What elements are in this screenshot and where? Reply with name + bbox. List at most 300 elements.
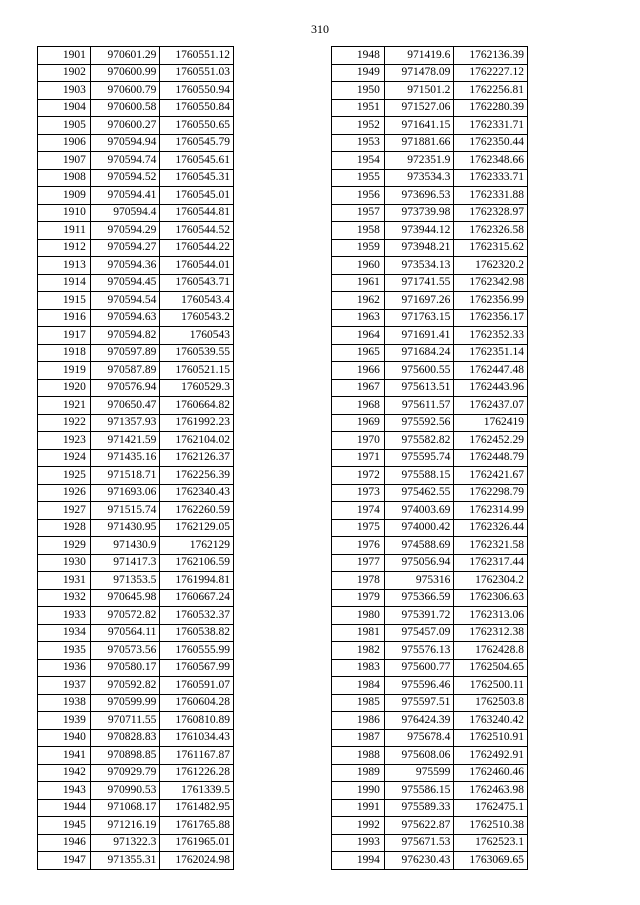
point-number-cell: 1992 bbox=[332, 817, 385, 835]
x-coordinate-cell: 970594.94 bbox=[90, 134, 159, 152]
point-number-cell: 1973 bbox=[332, 484, 385, 502]
point-number-cell: 1908 bbox=[38, 169, 91, 187]
table-row bbox=[38, 502, 234, 520]
table-row bbox=[332, 834, 528, 852]
x-coordinate-cell: 971435.16 bbox=[90, 449, 159, 467]
x-coordinate-cell: 975622.87 bbox=[384, 817, 453, 835]
point-number-cell: 1909 bbox=[38, 187, 91, 205]
x-coordinate-cell: 970594.36 bbox=[90, 257, 159, 275]
table-row bbox=[332, 817, 528, 835]
y-coordinate-cell: 1762328.97 bbox=[454, 204, 528, 222]
point-number-cell: 1926 bbox=[38, 484, 91, 502]
point-number-cell: 1943 bbox=[38, 782, 91, 800]
table-row bbox=[332, 99, 528, 117]
table-row bbox=[38, 519, 234, 537]
x-coordinate-cell: 971417.3 bbox=[90, 554, 159, 572]
point-number-cell: 1906 bbox=[38, 134, 91, 152]
y-coordinate-cell: 1762428.8 bbox=[454, 642, 528, 660]
table-row bbox=[332, 694, 528, 712]
point-number-cell: 1989 bbox=[332, 764, 385, 782]
table-row bbox=[332, 47, 528, 65]
point-number-cell: 1974 bbox=[332, 502, 385, 520]
point-number-cell: 1910 bbox=[38, 204, 91, 222]
y-coordinate-cell: 1762523.1 bbox=[454, 834, 528, 852]
x-coordinate-cell: 971881.66 bbox=[384, 134, 453, 152]
y-coordinate-cell: 1762331.71 bbox=[454, 117, 528, 135]
table-row bbox=[38, 239, 234, 257]
point-number-cell: 1955 bbox=[332, 169, 385, 187]
x-coordinate-cell: 970594.63 bbox=[90, 309, 159, 327]
x-coordinate-cell: 971430.9 bbox=[90, 537, 159, 555]
table-row bbox=[38, 712, 234, 730]
y-coordinate-cell: 1762326.44 bbox=[454, 519, 528, 537]
point-number-cell: 1921 bbox=[38, 397, 91, 415]
x-coordinate-cell: 975457.09 bbox=[384, 624, 453, 642]
x-coordinate-cell: 973944.12 bbox=[384, 222, 453, 240]
table-row bbox=[332, 344, 528, 362]
table-row bbox=[332, 537, 528, 555]
x-coordinate-cell: 971501.2 bbox=[384, 82, 453, 100]
point-number-cell: 1907 bbox=[38, 152, 91, 170]
point-number-cell: 1944 bbox=[38, 799, 91, 817]
y-coordinate-cell: 1760545.61 bbox=[160, 152, 234, 170]
point-number-cell: 1901 bbox=[38, 47, 91, 65]
point-number-cell: 1963 bbox=[332, 309, 385, 327]
table-row bbox=[332, 677, 528, 695]
x-coordinate-cell: 971691.41 bbox=[384, 327, 453, 345]
y-coordinate-cell: 1760550.94 bbox=[160, 82, 234, 100]
point-number-cell: 1950 bbox=[332, 82, 385, 100]
point-number-cell: 1969 bbox=[332, 414, 385, 432]
y-coordinate-cell: 1761034.43 bbox=[160, 729, 234, 747]
table-row bbox=[38, 467, 234, 485]
point-number-cell: 1966 bbox=[332, 362, 385, 380]
table-row bbox=[332, 222, 528, 240]
point-number-cell: 1903 bbox=[38, 82, 91, 100]
y-coordinate-cell: 1762447.48 bbox=[454, 362, 528, 380]
point-number-cell: 1980 bbox=[332, 607, 385, 625]
y-coordinate-cell: 1762333.71 bbox=[454, 169, 528, 187]
y-coordinate-cell: 1762448.79 bbox=[454, 449, 528, 467]
x-coordinate-cell: 970594.27 bbox=[90, 239, 159, 257]
table-row bbox=[332, 239, 528, 257]
y-coordinate-cell: 1760567.99 bbox=[160, 659, 234, 677]
point-number-cell: 1905 bbox=[38, 117, 91, 135]
table-row bbox=[332, 449, 528, 467]
table-row bbox=[38, 379, 234, 397]
x-coordinate-cell: 971421.59 bbox=[90, 432, 159, 450]
table-row bbox=[38, 134, 234, 152]
point-number-cell: 1957 bbox=[332, 204, 385, 222]
x-coordinate-cell: 975391.72 bbox=[384, 607, 453, 625]
table-row bbox=[332, 397, 528, 415]
point-number-cell: 1945 bbox=[38, 817, 91, 835]
x-coordinate-cell: 975596.46 bbox=[384, 677, 453, 695]
point-number-cell: 1975 bbox=[332, 519, 385, 537]
point-number-cell: 1964 bbox=[332, 327, 385, 345]
point-number-cell: 1929 bbox=[38, 537, 91, 555]
x-coordinate-cell: 970594.41 bbox=[90, 187, 159, 205]
x-coordinate-cell: 975366.59 bbox=[384, 589, 453, 607]
table-row bbox=[332, 484, 528, 502]
point-number-cell: 1913 bbox=[38, 257, 91, 275]
x-coordinate-cell: 976424.39 bbox=[384, 712, 453, 730]
x-coordinate-cell: 970594.45 bbox=[90, 274, 159, 292]
y-coordinate-cell: 1763240.42 bbox=[454, 712, 528, 730]
point-number-cell: 1931 bbox=[38, 572, 91, 590]
table-row bbox=[332, 782, 528, 800]
x-coordinate-cell: 975671.53 bbox=[384, 834, 453, 852]
x-coordinate-cell: 972351.9 bbox=[384, 152, 453, 170]
x-coordinate-cell: 975608.06 bbox=[384, 747, 453, 765]
table-row bbox=[332, 554, 528, 572]
x-coordinate-cell: 970564.11 bbox=[90, 624, 159, 642]
table-row bbox=[38, 414, 234, 432]
x-coordinate-cell: 970898.85 bbox=[90, 747, 159, 765]
x-coordinate-cell: 971419.6 bbox=[384, 47, 453, 65]
point-number-cell: 1920 bbox=[38, 379, 91, 397]
y-coordinate-cell: 1761994.81 bbox=[160, 572, 234, 590]
table-row bbox=[38, 747, 234, 765]
y-coordinate-cell: 1762340.43 bbox=[160, 484, 234, 502]
x-coordinate-cell: 973534.3 bbox=[384, 169, 453, 187]
point-number-cell: 1978 bbox=[332, 572, 385, 590]
table-row bbox=[38, 397, 234, 415]
y-coordinate-cell: 1763069.65 bbox=[454, 852, 528, 870]
point-number-cell: 1951 bbox=[332, 99, 385, 117]
point-number-cell: 1956 bbox=[332, 187, 385, 205]
x-coordinate-cell: 970645.98 bbox=[90, 589, 159, 607]
point-number-cell: 1922 bbox=[38, 414, 91, 432]
x-coordinate-cell: 973948.21 bbox=[384, 239, 453, 257]
y-coordinate-cell: 1762024.98 bbox=[160, 852, 234, 870]
y-coordinate-cell: 1762350.44 bbox=[454, 134, 528, 152]
x-coordinate-cell: 975316 bbox=[384, 572, 453, 590]
point-number-cell: 1965 bbox=[332, 344, 385, 362]
table-row bbox=[332, 467, 528, 485]
x-coordinate-cell: 971693.06 bbox=[90, 484, 159, 502]
y-coordinate-cell: 1761167.87 bbox=[160, 747, 234, 765]
x-coordinate-cell: 973739.98 bbox=[384, 204, 453, 222]
point-number-cell: 1925 bbox=[38, 467, 91, 485]
y-coordinate-cell: 1762510.38 bbox=[454, 817, 528, 835]
x-coordinate-cell: 970600.27 bbox=[90, 117, 159, 135]
point-number-cell: 1919 bbox=[38, 362, 91, 380]
y-coordinate-cell: 1762280.39 bbox=[454, 99, 528, 117]
x-coordinate-cell: 970580.17 bbox=[90, 659, 159, 677]
table-row bbox=[332, 327, 528, 345]
point-number-cell: 1947 bbox=[38, 852, 91, 870]
table-row bbox=[38, 764, 234, 782]
point-number-cell: 1924 bbox=[38, 449, 91, 467]
x-coordinate-cell: 973534.13 bbox=[384, 257, 453, 275]
x-coordinate-cell: 975678.4 bbox=[384, 729, 453, 747]
y-coordinate-cell: 1762129.05 bbox=[160, 519, 234, 537]
x-coordinate-cell: 970587.89 bbox=[90, 362, 159, 380]
point-number-cell: 1923 bbox=[38, 432, 91, 450]
y-coordinate-cell: 1760544.52 bbox=[160, 222, 234, 240]
table-row bbox=[332, 152, 528, 170]
y-coordinate-cell: 1761226.28 bbox=[160, 764, 234, 782]
point-number-cell: 1976 bbox=[332, 537, 385, 555]
point-number-cell: 1936 bbox=[38, 659, 91, 677]
table-row bbox=[38, 432, 234, 450]
y-coordinate-cell: 1762129 bbox=[160, 537, 234, 555]
y-coordinate-cell: 1760555.99 bbox=[160, 642, 234, 660]
x-coordinate-cell: 970711.55 bbox=[90, 712, 159, 730]
x-coordinate-cell: 970594.82 bbox=[90, 327, 159, 345]
point-number-cell: 1968 bbox=[332, 397, 385, 415]
point-number-cell: 1941 bbox=[38, 747, 91, 765]
y-coordinate-cell: 1760550.84 bbox=[160, 99, 234, 117]
table-row bbox=[332, 572, 528, 590]
table-row bbox=[332, 519, 528, 537]
table-row bbox=[38, 572, 234, 590]
y-coordinate-cell: 1760543 bbox=[160, 327, 234, 345]
point-number-cell: 1952 bbox=[332, 117, 385, 135]
y-coordinate-cell: 1760551.12 bbox=[160, 47, 234, 65]
y-coordinate-cell: 1762260.59 bbox=[160, 502, 234, 520]
table-row bbox=[332, 169, 528, 187]
y-coordinate-cell: 1760545.79 bbox=[160, 134, 234, 152]
y-coordinate-cell: 1762256.39 bbox=[160, 467, 234, 485]
y-coordinate-cell: 1760545.01 bbox=[160, 187, 234, 205]
point-number-cell: 1982 bbox=[332, 642, 385, 660]
table-row bbox=[332, 712, 528, 730]
x-coordinate-cell: 970597.89 bbox=[90, 344, 159, 362]
y-coordinate-cell: 1760543.71 bbox=[160, 274, 234, 292]
x-coordinate-cell: 970990.53 bbox=[90, 782, 159, 800]
x-coordinate-cell: 971478.09 bbox=[384, 64, 453, 82]
table-row bbox=[332, 852, 528, 870]
x-coordinate-cell: 975592.56 bbox=[384, 414, 453, 432]
table-row bbox=[332, 607, 528, 625]
table-row bbox=[332, 589, 528, 607]
x-coordinate-cell: 970594.29 bbox=[90, 222, 159, 240]
x-coordinate-cell: 973696.53 bbox=[384, 187, 453, 205]
x-coordinate-cell: 974588.69 bbox=[384, 537, 453, 555]
y-coordinate-cell: 1760545.31 bbox=[160, 169, 234, 187]
y-coordinate-cell: 1760667.24 bbox=[160, 589, 234, 607]
point-number-cell: 1937 bbox=[38, 677, 91, 695]
y-coordinate-cell: 1762351.14 bbox=[454, 344, 528, 362]
y-coordinate-cell: 1762348.66 bbox=[454, 152, 528, 170]
y-coordinate-cell: 1762326.58 bbox=[454, 222, 528, 240]
x-coordinate-cell: 975595.74 bbox=[384, 449, 453, 467]
y-coordinate-cell: 1761992.23 bbox=[160, 414, 234, 432]
point-number-cell: 1984 bbox=[332, 677, 385, 695]
table-row bbox=[38, 852, 234, 870]
point-number-cell: 1932 bbox=[38, 589, 91, 607]
table-row bbox=[38, 554, 234, 572]
y-coordinate-cell: 1762320.2 bbox=[454, 257, 528, 275]
point-number-cell: 1902 bbox=[38, 64, 91, 82]
point-number-cell: 1928 bbox=[38, 519, 91, 537]
point-number-cell: 1987 bbox=[332, 729, 385, 747]
x-coordinate-cell: 975576.13 bbox=[384, 642, 453, 660]
table-row bbox=[38, 309, 234, 327]
table-row bbox=[332, 642, 528, 660]
table-row bbox=[332, 274, 528, 292]
y-coordinate-cell: 1762475.1 bbox=[454, 799, 528, 817]
x-coordinate-cell: 970594.52 bbox=[90, 169, 159, 187]
table-row bbox=[38, 362, 234, 380]
table-row bbox=[38, 799, 234, 817]
y-coordinate-cell: 1762503.8 bbox=[454, 694, 528, 712]
point-number-cell: 1934 bbox=[38, 624, 91, 642]
point-number-cell: 1930 bbox=[38, 554, 91, 572]
page-number: 310 bbox=[311, 22, 329, 36]
table-row bbox=[38, 204, 234, 222]
x-coordinate-cell: 970576.94 bbox=[90, 379, 159, 397]
table-row bbox=[332, 187, 528, 205]
y-coordinate-cell: 1760591.07 bbox=[160, 677, 234, 695]
x-coordinate-cell: 970573.56 bbox=[90, 642, 159, 660]
y-coordinate-cell: 1762315.62 bbox=[454, 239, 528, 257]
y-coordinate-cell: 1762331.88 bbox=[454, 187, 528, 205]
table-row bbox=[38, 729, 234, 747]
point-number-cell: 1967 bbox=[332, 379, 385, 397]
point-number-cell: 1918 bbox=[38, 344, 91, 362]
table-row bbox=[332, 799, 528, 817]
x-coordinate-cell: 971068.17 bbox=[90, 799, 159, 817]
table-row bbox=[38, 187, 234, 205]
y-coordinate-cell: 1762500.11 bbox=[454, 677, 528, 695]
coordinates-table-left bbox=[37, 46, 234, 870]
y-coordinate-cell: 1760529.3 bbox=[160, 379, 234, 397]
table-row bbox=[38, 537, 234, 555]
point-number-cell: 1916 bbox=[38, 309, 91, 327]
point-number-cell: 1948 bbox=[332, 47, 385, 65]
y-coordinate-cell: 1760664.82 bbox=[160, 397, 234, 415]
table-row bbox=[332, 134, 528, 152]
x-coordinate-cell: 975582.82 bbox=[384, 432, 453, 450]
y-coordinate-cell: 1762306.63 bbox=[454, 589, 528, 607]
y-coordinate-cell: 1760539.55 bbox=[160, 344, 234, 362]
y-coordinate-cell: 1762510.91 bbox=[454, 729, 528, 747]
y-coordinate-cell: 1762317.44 bbox=[454, 554, 528, 572]
y-coordinate-cell: 1760538.82 bbox=[160, 624, 234, 642]
point-number-cell: 1985 bbox=[332, 694, 385, 712]
y-coordinate-cell: 1762106.59 bbox=[160, 554, 234, 572]
table-row bbox=[38, 484, 234, 502]
point-number-cell: 1977 bbox=[332, 554, 385, 572]
x-coordinate-cell: 971355.31 bbox=[90, 852, 159, 870]
point-number-cell: 1904 bbox=[38, 99, 91, 117]
x-coordinate-cell: 970594.4 bbox=[90, 204, 159, 222]
point-number-cell: 1917 bbox=[38, 327, 91, 345]
table-row bbox=[38, 344, 234, 362]
x-coordinate-cell: 971527.06 bbox=[384, 99, 453, 117]
point-number-cell: 1981 bbox=[332, 624, 385, 642]
y-coordinate-cell: 1762104.02 bbox=[160, 432, 234, 450]
x-coordinate-cell: 975600.55 bbox=[384, 362, 453, 380]
table-row bbox=[38, 834, 234, 852]
x-coordinate-cell: 970600.79 bbox=[90, 82, 159, 100]
point-number-cell: 1935 bbox=[38, 642, 91, 660]
y-coordinate-cell: 1762352.33 bbox=[454, 327, 528, 345]
y-coordinate-cell: 1760544.01 bbox=[160, 257, 234, 275]
y-coordinate-cell: 1762126.37 bbox=[160, 449, 234, 467]
x-coordinate-cell: 971684.24 bbox=[384, 344, 453, 362]
table-row bbox=[332, 82, 528, 100]
y-coordinate-cell: 1760551.03 bbox=[160, 64, 234, 82]
y-coordinate-cell: 1762321.58 bbox=[454, 537, 528, 555]
y-coordinate-cell: 1761482.95 bbox=[160, 799, 234, 817]
y-coordinate-cell: 1762419 bbox=[454, 414, 528, 432]
table-row bbox=[332, 747, 528, 765]
y-coordinate-cell: 1762463.98 bbox=[454, 782, 528, 800]
x-coordinate-cell: 971322.3 bbox=[90, 834, 159, 852]
point-number-cell: 1960 bbox=[332, 257, 385, 275]
point-number-cell: 1986 bbox=[332, 712, 385, 730]
x-coordinate-cell: 970601.29 bbox=[90, 47, 159, 65]
point-number-cell: 1914 bbox=[38, 274, 91, 292]
table-row bbox=[332, 204, 528, 222]
y-coordinate-cell: 1762312.38 bbox=[454, 624, 528, 642]
y-coordinate-cell: 1762492.91 bbox=[454, 747, 528, 765]
x-coordinate-cell: 975588.15 bbox=[384, 467, 453, 485]
table-row bbox=[332, 659, 528, 677]
point-number-cell: 1915 bbox=[38, 292, 91, 310]
point-number-cell: 1938 bbox=[38, 694, 91, 712]
table-row bbox=[38, 607, 234, 625]
y-coordinate-cell: 1760550.65 bbox=[160, 117, 234, 135]
table-row bbox=[332, 117, 528, 135]
table-row bbox=[332, 362, 528, 380]
table-row bbox=[332, 309, 528, 327]
x-coordinate-cell: 974003.69 bbox=[384, 502, 453, 520]
x-coordinate-cell: 975597.51 bbox=[384, 694, 453, 712]
x-coordinate-cell: 975599 bbox=[384, 764, 453, 782]
y-coordinate-cell: 1762136.39 bbox=[454, 47, 528, 65]
point-number-cell: 1946 bbox=[38, 834, 91, 852]
x-coordinate-cell: 970650.47 bbox=[90, 397, 159, 415]
point-number-cell: 1959 bbox=[332, 239, 385, 257]
x-coordinate-cell: 975589.33 bbox=[384, 799, 453, 817]
y-coordinate-cell: 1762356.99 bbox=[454, 292, 528, 310]
x-coordinate-cell: 970594.54 bbox=[90, 292, 159, 310]
point-number-cell: 1994 bbox=[332, 852, 385, 870]
x-coordinate-cell: 971741.55 bbox=[384, 274, 453, 292]
table-row bbox=[38, 659, 234, 677]
y-coordinate-cell: 1762298.79 bbox=[454, 484, 528, 502]
table-row bbox=[332, 729, 528, 747]
x-coordinate-cell: 971430.95 bbox=[90, 519, 159, 537]
point-number-cell: 1953 bbox=[332, 134, 385, 152]
y-coordinate-cell: 1762313.06 bbox=[454, 607, 528, 625]
x-coordinate-cell: 975613.51 bbox=[384, 379, 453, 397]
x-coordinate-cell: 974000.42 bbox=[384, 519, 453, 537]
point-number-cell: 1970 bbox=[332, 432, 385, 450]
table-row bbox=[38, 257, 234, 275]
table-row bbox=[38, 817, 234, 835]
table-row bbox=[332, 257, 528, 275]
table-row bbox=[38, 782, 234, 800]
point-number-cell: 1940 bbox=[38, 729, 91, 747]
table-row bbox=[38, 117, 234, 135]
point-number-cell: 1971 bbox=[332, 449, 385, 467]
table-row bbox=[332, 379, 528, 397]
x-coordinate-cell: 971641.15 bbox=[384, 117, 453, 135]
x-coordinate-cell: 971515.74 bbox=[90, 502, 159, 520]
x-coordinate-cell: 970592.82 bbox=[90, 677, 159, 695]
table-row bbox=[332, 624, 528, 642]
table-row bbox=[38, 327, 234, 345]
y-coordinate-cell: 1762304.2 bbox=[454, 572, 528, 590]
x-coordinate-cell: 970828.83 bbox=[90, 729, 159, 747]
table-row bbox=[38, 274, 234, 292]
